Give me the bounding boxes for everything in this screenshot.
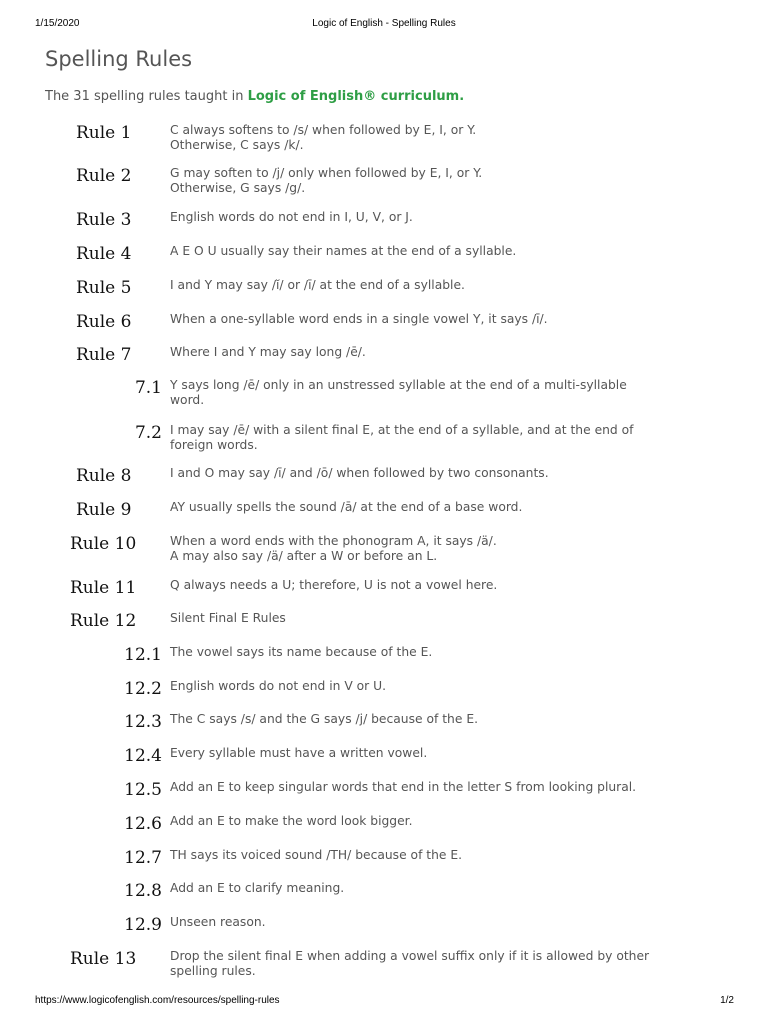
rule-text-line: Where I and Y may say long /ē/. <box>170 345 366 359</box>
rule-text <box>170 534 715 564</box>
rule-text <box>170 345 715 360</box>
rule-text <box>170 578 715 593</box>
rule-label: 12.1 <box>124 645 162 665</box>
rule-label: 12.3 <box>124 712 162 732</box>
rule-text-line: Unseen reason. <box>170 915 266 929</box>
rule-text-line: English words do not end in I, U, V, or J. <box>170 210 413 224</box>
rule-label: Rule 4 <box>76 244 132 264</box>
rule-text <box>170 949 715 979</box>
intro-paragraph <box>45 89 464 104</box>
rule-label: Rule 12 <box>70 611 137 631</box>
rule-text-line: Otherwise, G says /g/. <box>170 181 306 195</box>
rule-text <box>170 378 715 408</box>
rule-label: 12.7 <box>124 848 162 868</box>
rule-label: Rule 1 <box>76 123 132 143</box>
rule-label: Rule 5 <box>76 278 132 298</box>
rule-label: Rule 3 <box>76 210 132 230</box>
rule-label: 7.1 <box>134 378 162 398</box>
rule-text <box>170 423 715 453</box>
rule-text <box>170 679 715 694</box>
rule-text <box>170 278 715 293</box>
rule-text <box>170 746 715 761</box>
rule-label: Rule 7 <box>76 345 132 365</box>
rule-text-line: Otherwise, C says /k/. <box>170 138 304 152</box>
rule-label: 7.2 <box>134 423 162 443</box>
rule-label: Rule 8 <box>76 466 132 486</box>
rule-text-line: Q always needs a U; therefore, U is not a vowel here. <box>170 578 498 592</box>
rule-text-line: Add an E to clarify meaning. <box>170 881 345 895</box>
rule-text <box>170 312 715 327</box>
rule-text-line: C always softens to /s/ when followed by E, I, or Y. <box>170 123 477 137</box>
rule-text-line: Every syllable must have a written vowel. <box>170 746 428 760</box>
rule-text-line: The vowel says its name because of the E. <box>170 645 433 659</box>
rule-text <box>170 500 715 515</box>
rule-text-line: spelling rules. <box>170 964 256 978</box>
rule-text <box>170 166 715 196</box>
rule-label: Rule 13 <box>70 949 137 969</box>
rule-text <box>170 244 715 259</box>
rule-text-line: English words do not end in V or U. <box>170 679 387 693</box>
rule-text <box>170 848 715 863</box>
rule-text <box>170 611 715 626</box>
page-title: Spelling Rules <box>45 47 193 71</box>
rule-text-line: TH says its voiced sound /TH/ because of the E. <box>170 848 463 862</box>
rule-text-line: foreign words. <box>170 438 258 452</box>
rule-text-line: AY usually spells the sound /ā/ at the end of a base word. <box>170 500 523 514</box>
rule-text-line: When a one-syllable word ends in a single vowel Y, it says /ī/. <box>170 312 548 326</box>
rule-text-line: When a word ends with the phonogram A, it says /ä/. <box>170 534 497 548</box>
rule-label: Rule 6 <box>76 312 132 332</box>
rule-text-line: Y says long /ē/ only in an unstressed syllable at the end of a multi-syllable <box>170 378 627 392</box>
rule-label: Rule 10 <box>70 534 137 554</box>
rule-text-line: A may also say /ä/ after a W or before an L. <box>170 549 438 563</box>
rule-label: 12.2 <box>124 679 162 699</box>
rule-label: 12.4 <box>124 746 162 766</box>
curriculum-link[interactable]: Logic of English® curriculum. <box>247 89 465 104</box>
rule-label: Rule 11 <box>70 578 137 598</box>
rule-text-line: Drop the silent final E when adding a vowel suffix only if it is allowed by other <box>170 949 650 963</box>
rule-text <box>170 814 715 829</box>
print-date: 1/15/2020 <box>35 18 80 29</box>
rule-text-line: Silent Final E Rules <box>170 611 286 625</box>
rule-text <box>170 915 715 930</box>
rule-text <box>170 123 715 153</box>
rule-text <box>170 712 715 727</box>
rule-text-line: G may soften to /j/ only when followed by E, I, or Y. <box>170 166 483 180</box>
rule-text <box>170 466 715 481</box>
rule-text-line: Add an E to keep singular words that end in the letter S from looking plural. <box>170 780 637 794</box>
rule-label: Rule 9 <box>76 500 132 520</box>
rule-text-line: Add an E to make the word look bigger. <box>170 814 413 828</box>
rule-text-line: The C says /s/ and the G says /j/ because of the E. <box>170 712 478 726</box>
rule-text <box>170 780 715 795</box>
rule-text <box>170 210 715 225</box>
intro-text: The 31 spelling rules taught in <box>45 89 248 104</box>
rule-text-line: word. <box>170 393 205 407</box>
print-url: https://www.logicofenglish.com/resources/spelling-rules <box>35 995 280 1006</box>
rule-label: 12.5 <box>124 780 162 800</box>
rule-text-line: I and Y may say /ĭ/ or /ī/ at the end of a syllable. <box>170 278 465 292</box>
page-number: 1/2 <box>720 995 734 1006</box>
print-doc-title: Logic of English - Spelling Rules <box>312 18 456 29</box>
rule-text-line: I may say /ē/ with a silent final E, at the end of a syllable, and at the end of <box>170 423 634 437</box>
rule-text-line: I and O may say /ī/ and /ō/ when followed by two consonants. <box>170 466 549 480</box>
rule-label: Rule 2 <box>76 166 132 186</box>
rule-label: 12.9 <box>124 915 162 935</box>
rule-label: 12.8 <box>124 881 162 901</box>
rule-text <box>170 881 715 896</box>
rule-text <box>170 645 715 660</box>
rule-text-line: A E O U usually say their names at the end of a syllable. <box>170 244 517 258</box>
rule-label: 12.6 <box>124 814 162 834</box>
